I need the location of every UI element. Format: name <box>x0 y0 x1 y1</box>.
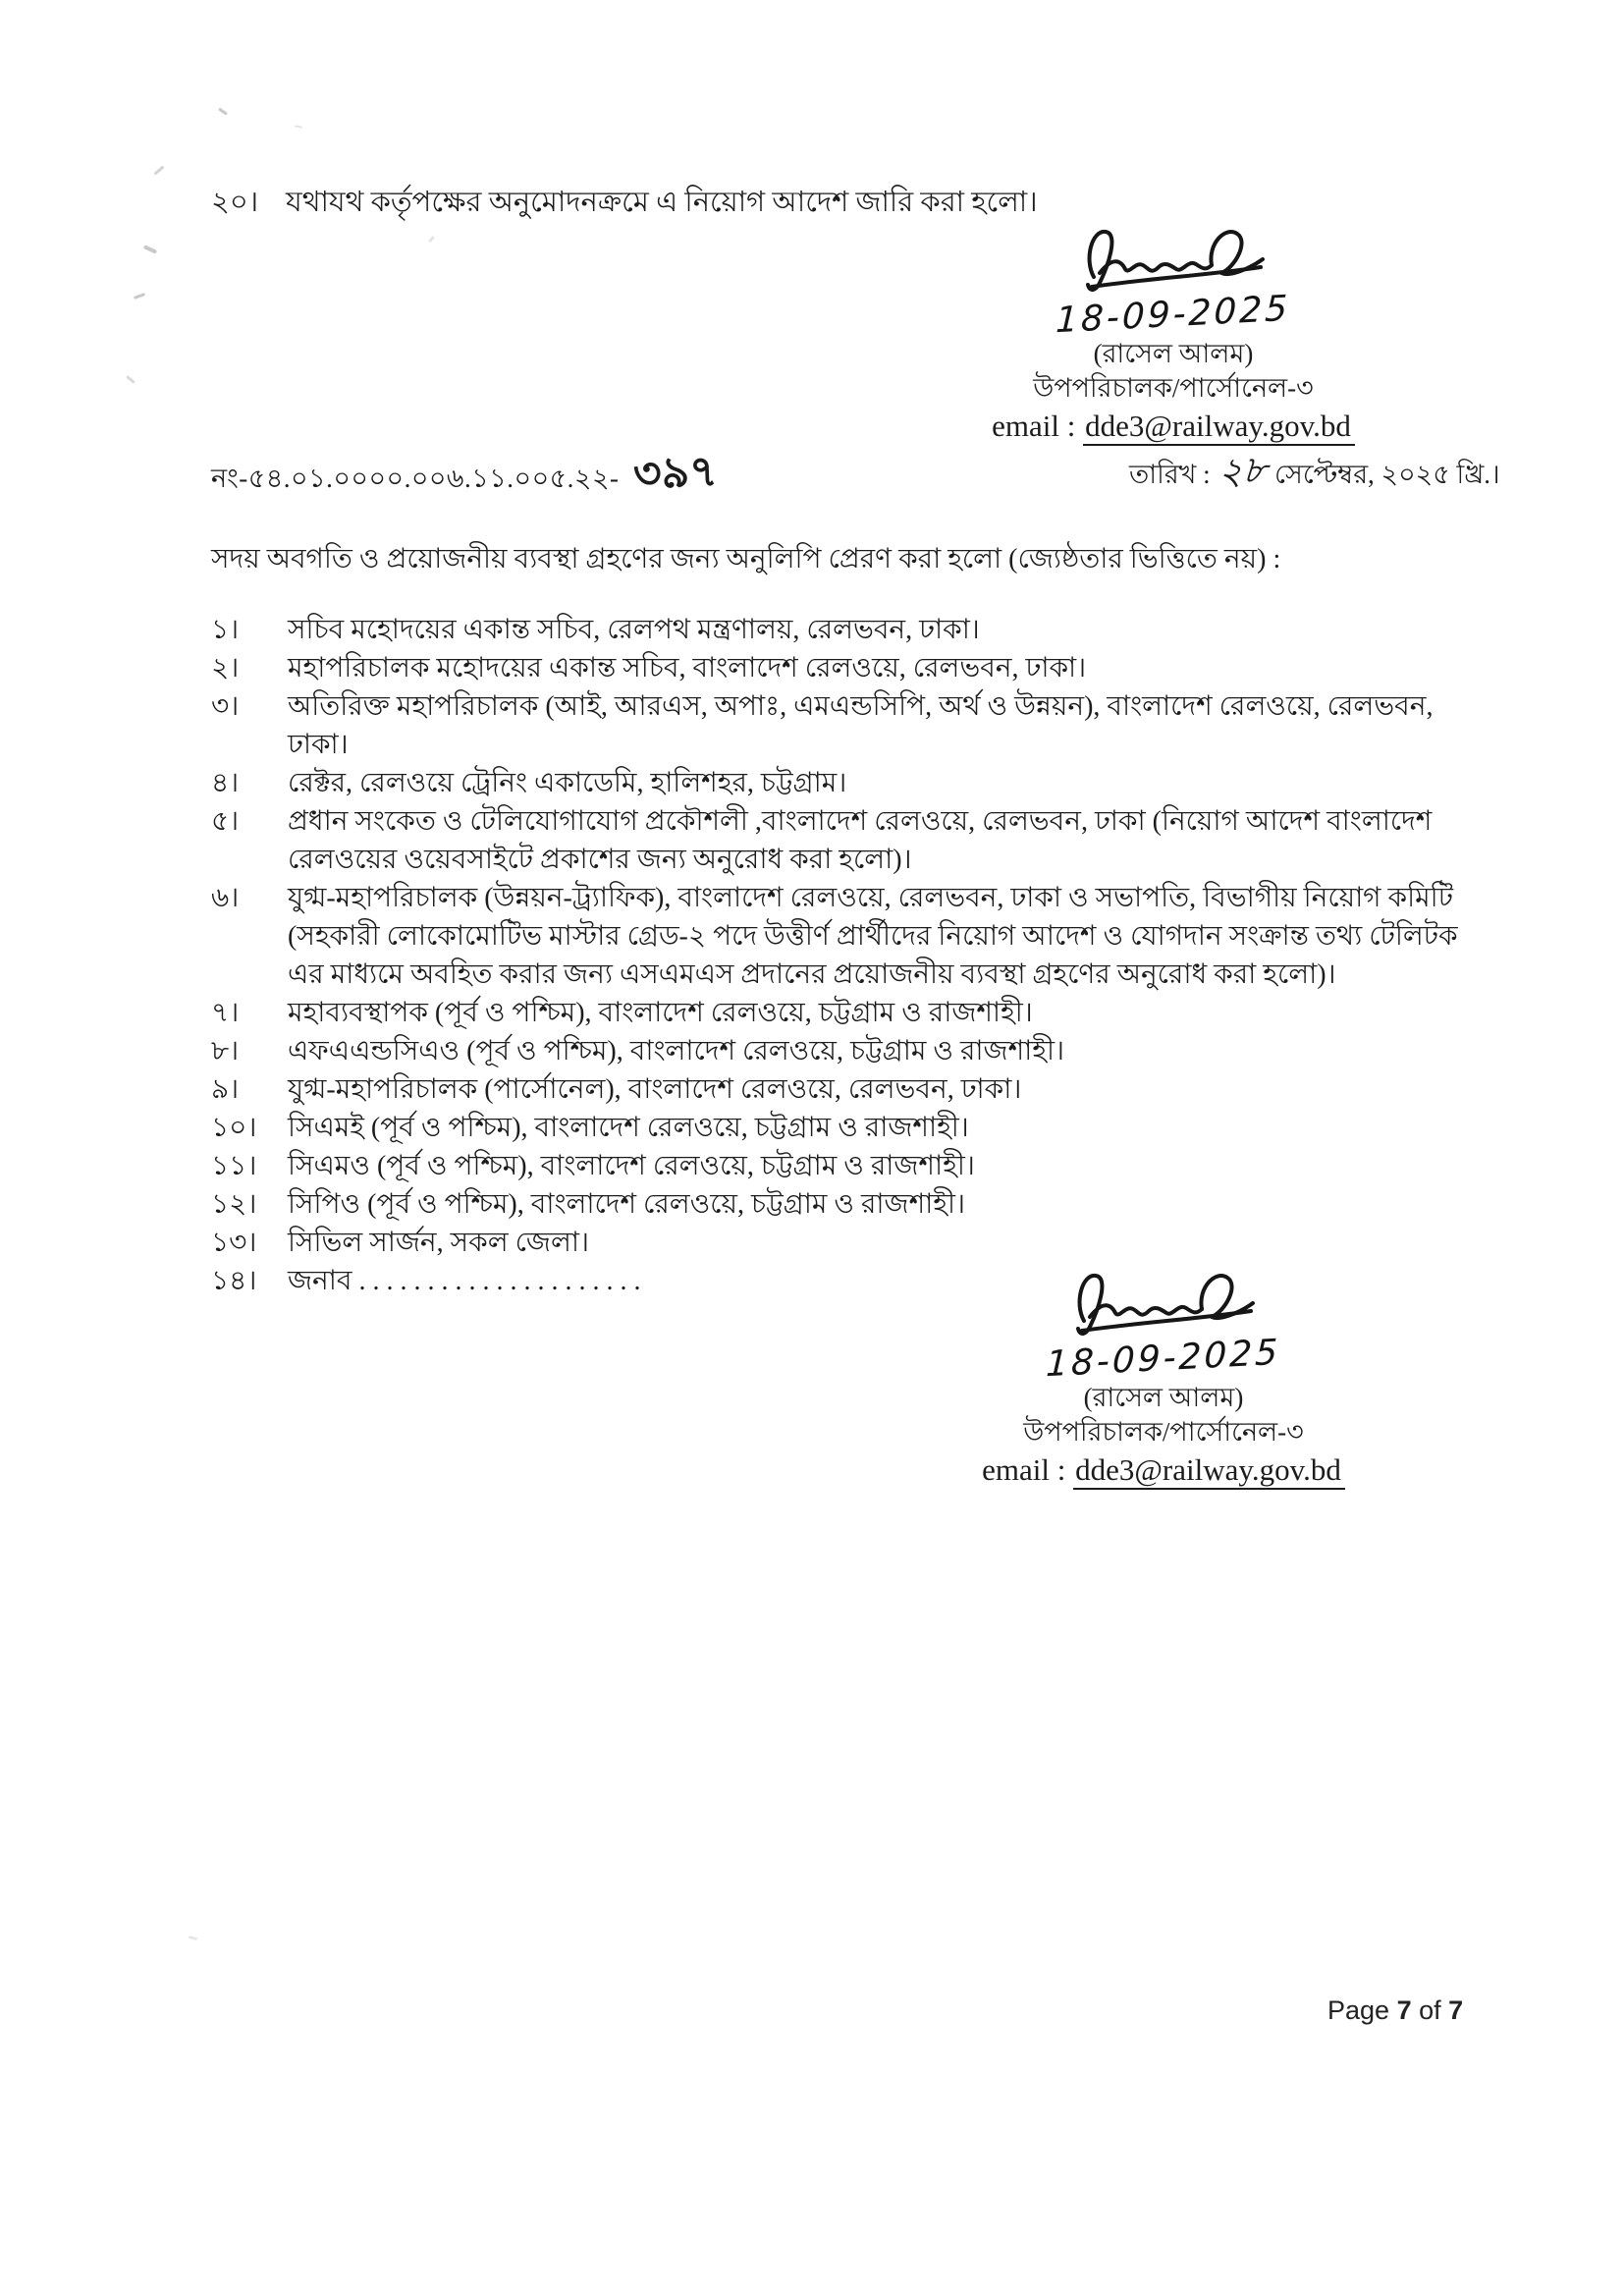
list-item <box>211 611 1497 649</box>
scan-artifact <box>134 293 145 300</box>
list-item <box>211 994 1497 1032</box>
signatory-email-line <box>928 1449 1399 1491</box>
date-label: তারিখ : <box>1129 460 1211 489</box>
list-item-text: সিভিল সার্জন, সকল জেলা। <box>288 1228 589 1258</box>
scan-artifact <box>143 245 157 254</box>
list-item-number: ৭। <box>211 998 240 1028</box>
list-item-number: ২। <box>211 653 240 683</box>
list-item-number: ১। <box>211 615 240 645</box>
list-item-text: সচিব মহোদয়ের একান্ত সচিব, রেলপথ মন্ত্রণালয়, রেলভবন, ঢাকা। <box>288 615 980 645</box>
paragraph-20-number: ২০। <box>211 187 259 218</box>
scan-artifact <box>189 1936 197 1941</box>
list-item-number: ৩। <box>211 691 240 722</box>
paragraph-20 <box>211 185 1438 220</box>
email-address: dde3@railway.gov.bd <box>1083 409 1355 446</box>
memo-number-handwritten: ৩৯৭ <box>631 446 719 500</box>
list-item-number: ৫। <box>211 806 240 837</box>
page-footer-of: of <box>1419 1995 1441 2025</box>
list-item-text: এফএএন্ডসিএও (পূর্ব ও পশ্চিম), বাংলাদেশ রেলওয়ে, চট্টগ্রাম ও রাজশাহী। <box>288 1036 1065 1066</box>
scan-artifact <box>126 375 135 384</box>
signatory-designation: উপপরিচালক/পার্সোনেল-৩ <box>1023 1417 1304 1447</box>
page-footer <box>1327 1995 1463 2026</box>
scan-artifact <box>218 107 228 115</box>
list-item <box>211 649 1497 687</box>
list-item-text: যুগ্ম-মহাপরিচালক (উন্নয়ন-ট্র্যাফিক), বাংলাদেশ রেলওয়ে, রেলভবন, ঢাকা ও সভাপতি, বিভাগীয় নিয়োগ কমিটি (সহকারী লোকোমোটিভ মাস্টার গ্রেড-২ পদে উত্তীর্ণ প্রার্থীদের নিয়োগ আদেশ ও যোগদান সংক্রান্ত তথ্য টেলিটক এর মাধ্যমে অবহিত করার জন্য এসএমএস প্রদানের প্রয়োজনীয় ব্যবস্থা গ্রহণের অনুরোধ করা হলো)। <box>288 883 1458 990</box>
list-item <box>211 1032 1497 1070</box>
list-item <box>211 1185 1497 1224</box>
list-item <box>211 687 1497 764</box>
list-item-number: ১৪। <box>211 1266 257 1296</box>
email-label: email : <box>982 1452 1066 1487</box>
list-item-text: প্রধান সংকেত ও টেলিযোগাযোগ প্রকৌশলী ,বাংলাদেশ রেলওয়ে, রেলভবন, ঢাকা (নিয়োগ আদেশ বাংলাদেশ রেলওয়ের ওয়েবসাইটে প্রকাশের জন্য অনুরোধ করা হলো)। <box>288 806 1433 875</box>
list-item <box>211 764 1497 802</box>
paragraph-20-text: যথাযথ কর্তৃপক্ষের অনুমোদনক্রমে এ নিয়োগ আদেশ জারি করা হলো। <box>286 187 1038 218</box>
list-item-text: সিপিও (পূর্ব ও পশ্চিম), বাংলাদেশ রেলওয়ে, চট্টগ্রাম ও রাজশাহী। <box>288 1189 966 1220</box>
email-address: dde3@railway.gov.bd <box>1073 1452 1345 1490</box>
memo-number-printed: নং-৫৪.০১.০০০০.০০৬.১১.০০৫.২২- <box>211 464 620 493</box>
list-item-number: ৯। <box>211 1074 240 1105</box>
list-item-number: ১০। <box>211 1113 257 1143</box>
date-rest: সেপ্টেম্বর, ২০২৫ খ্রি.। <box>1274 460 1500 489</box>
list-item-text: সিএমও (পূর্ব ও পশ্চিম), বাংলাদেশ রেলওয়ে, চট্টগ্রাম ও রাজশাহী। <box>288 1151 975 1181</box>
memo-date <box>1129 447 1500 499</box>
list-item <box>211 1147 1497 1185</box>
list-item <box>211 1224 1497 1262</box>
list-item-number: ৬। <box>211 883 240 913</box>
signatory-designation: উপপরিচালক/পার্সোনেল-৩ <box>1033 373 1314 403</box>
handwritten-sign-date: 18-09-2025 <box>1045 1332 1282 1386</box>
page-footer-prefix: Page <box>1327 1995 1390 2025</box>
distribution-list <box>211 611 1497 1300</box>
list-item-number: ১২। <box>211 1189 257 1220</box>
signatory-name: (রাসেল আলম) <box>1083 1383 1244 1412</box>
list-item-text: জনাব . . . . . . . . . . . . . . . . . . . . . <box>288 1266 641 1296</box>
list-item-number: ১১। <box>211 1151 257 1181</box>
list-item-text: রেক্টর, রেলওয়ে ট্রেনিং একাডেমি, হালিশহর, চট্টগ্রাম। <box>288 768 847 798</box>
list-item-text: যুগ্ম-মহাপরিচালক (পার্সোনেল), বাংলাদেশ রেলওয়ে, রেলভবন, ঢাকা। <box>288 1074 1022 1105</box>
scan-artifact <box>428 236 435 243</box>
list-item-text: অতিরিক্ত মহাপরিচালক (আই, আরএস, অপাঃ, এমএন্ডসিপি, অর্থ ও উন্নয়ন), বাংলাদেশ রেলওয়ে, রেলভবন, ঢাকা। <box>288 691 1434 760</box>
list-item-number: ৮। <box>211 1036 240 1066</box>
signature-block-bottom <box>928 1262 1399 1491</box>
signature-block-top <box>938 218 1409 447</box>
scan-artifact <box>153 165 164 175</box>
page-total: 7 <box>1448 1995 1464 2025</box>
list-item <box>211 879 1497 994</box>
handwritten-sign-date: 18-09-2025 <box>1055 288 1292 342</box>
list-item-number: ৪। <box>211 768 240 798</box>
list-item <box>211 802 1497 879</box>
copy-intro-line: সদয় অবগতি ও প্রয়োজনীয় ব্যবস্থা গ্রহণের জন্য অনুলিপি প্রেরণ করা হলো (জ্যেষ্ঠতার ভিত্তিতে নয়) : <box>211 544 1281 574</box>
scan-artifact <box>295 125 302 128</box>
email-label: email : <box>992 409 1076 443</box>
list-item-number: ১৩। <box>211 1228 257 1258</box>
list-item-text: সিএমই (পূর্ব ও পশ্চিম), বাংলাদেশ রেলওয়ে, চট্টগ্রাম ও রাজশাহী। <box>288 1113 969 1143</box>
date-day-handwritten: ২৮ <box>1217 447 1269 494</box>
page-number: 7 <box>1396 1995 1412 2025</box>
list-item-text: মহাব্যবস্থাপক (পূর্ব ও পশ্চিম), বাংলাদেশ রেলওয়ে, চট্টগ্রাম ও রাজশাহী। <box>288 998 1033 1028</box>
list-item <box>211 1109 1497 1147</box>
list-item-text: মহাপরিচালক মহোদয়ের একান্ত সচিব, বাংলাদেশ রেলওয়ে, রেলভবন, ঢাকা। <box>288 653 1087 683</box>
signatory-name: (রাসেল আলম) <box>1093 339 1254 368</box>
signatory-email-line <box>938 406 1409 447</box>
list-item <box>211 1070 1497 1109</box>
